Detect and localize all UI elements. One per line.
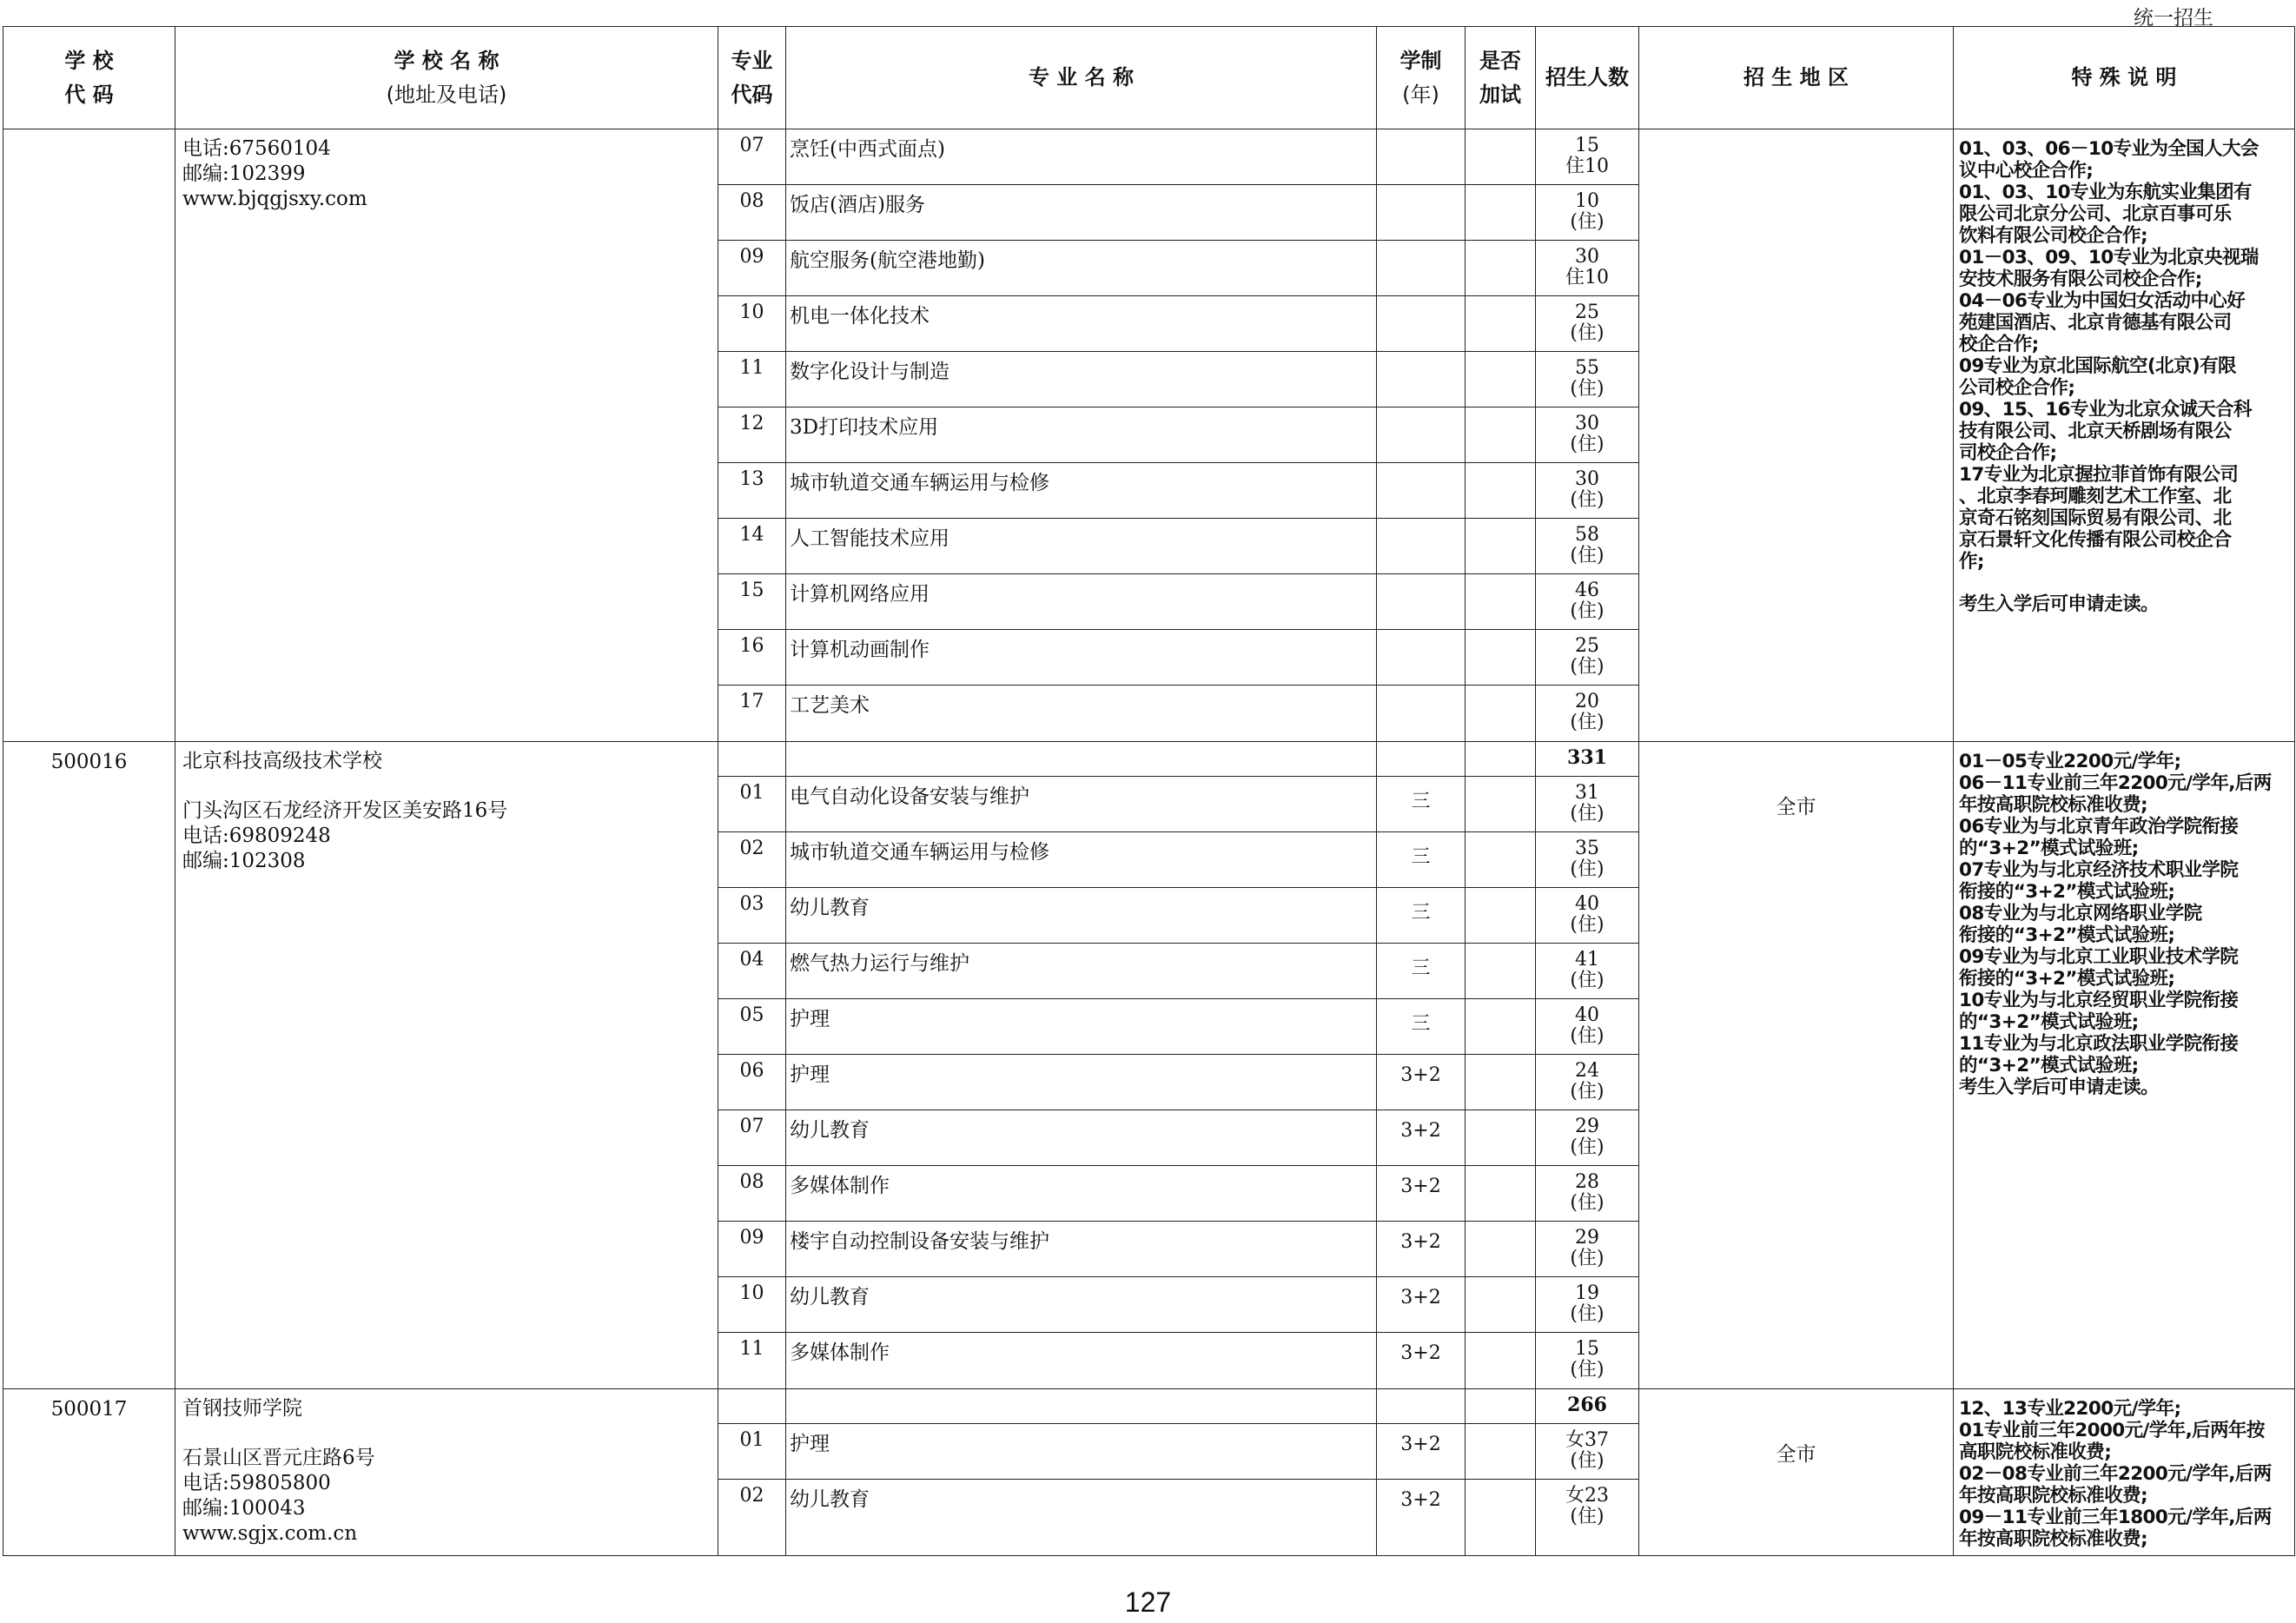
- major-years: 3+2: [1377, 1480, 1466, 1556]
- note-line: 01－03、09、10专业为北京央视瑞: [1959, 247, 2259, 268]
- school-code: 500017: [3, 1389, 175, 1556]
- major-name: 电气自动化设备安装与维护: [786, 777, 1377, 832]
- major-code: 01: [718, 777, 786, 832]
- empty-cell: [786, 1389, 1377, 1424]
- extra-test: [1466, 1480, 1536, 1556]
- admission-region: [1639, 742, 1954, 1389]
- extra-test: [1466, 185, 1536, 241]
- major-years: 三: [1377, 832, 1466, 888]
- header-row: [3, 27, 2295, 129]
- extra-test: [1466, 1110, 1536, 1166]
- major-quota-cell: [1536, 1055, 1639, 1110]
- major-quota-note: (住): [1570, 858, 1605, 880]
- admissions-table: [3, 26, 2295, 1556]
- major-quota-note: (住): [1570, 211, 1605, 233]
- major-quota: 58: [1575, 524, 1599, 546]
- major-years: [1377, 686, 1466, 742]
- major-quota-cell: [1536, 519, 1639, 574]
- major-quota: 女37: [1565, 1429, 1609, 1451]
- major-quota-note: 住10: [1565, 267, 1609, 288]
- major-quota: 15: [1575, 1338, 1599, 1360]
- major-name: 楼宇自动控制设备安装与维护: [786, 1222, 1377, 1277]
- major-quota: 10: [1575, 190, 1599, 212]
- major-name: 航空服务(航空港地勤): [786, 241, 1377, 296]
- note-line: 17专业为北京握拉菲首饰有限公司: [1959, 464, 2239, 486]
- extra-test: [1466, 777, 1536, 832]
- col-school-code: [3, 27, 175, 129]
- note-line: 衔接的“3+2”模式试验班;: [1959, 881, 2175, 903]
- major-name: 人工智能技术应用: [786, 519, 1377, 574]
- note-line: 公司校企合作;: [1959, 377, 2075, 399]
- major-quota-cell: [1536, 1166, 1639, 1222]
- extra-test: [1466, 630, 1536, 686]
- extra-test: [1466, 296, 1536, 352]
- note-line: 安技术服务有限公司校企合作;: [1959, 268, 2202, 290]
- major-quota-cell: [1536, 832, 1639, 888]
- major-quota-note: (住): [1570, 712, 1605, 733]
- note-line: 年按高职院校标准收费;: [1959, 794, 2147, 816]
- school-total: 331: [1536, 742, 1639, 777]
- note-line: 06－11专业前三年2200元/学年,后两: [1959, 772, 2272, 794]
- extra-test: [1466, 944, 1536, 999]
- note-line: 司校企合作;: [1959, 442, 2057, 464]
- major-years: [1377, 463, 1466, 519]
- col-school-code-label: 学 校 代 码: [64, 49, 114, 107]
- empty-cell: [786, 742, 1377, 777]
- major-quota-cell: [1536, 352, 1639, 407]
- note-line: 饮料有限公司校企合作;: [1959, 225, 2147, 247]
- note-line: 12、13专业2200元/学年;: [1959, 1398, 2181, 1420]
- major-code: 04: [718, 944, 786, 999]
- school-name-cell: [175, 1389, 718, 1556]
- major-years: 3+2: [1377, 1166, 1466, 1222]
- note-line: 年按高职院校标准收费;: [1959, 1528, 2147, 1550]
- school-info-line: 电话:67560104: [182, 137, 331, 160]
- major-quota-cell: [1536, 944, 1639, 999]
- major-quota: 30: [1575, 468, 1599, 490]
- col-quota-label: 招生人数: [1545, 65, 1629, 90]
- major-quota-cell: [1536, 185, 1639, 241]
- extra-test: [1466, 1055, 1536, 1110]
- note-line: 京奇石铭刻国际贸易有限公司、北: [1959, 507, 2232, 529]
- major-name: 护理: [786, 1424, 1377, 1480]
- major-quota: 40: [1575, 893, 1599, 915]
- major-quota-cell: [1536, 241, 1639, 296]
- note-line: 苑建国酒店、北京肯德基有限公司: [1959, 312, 2232, 334]
- major-quota-note: (住): [1570, 1192, 1605, 1214]
- empty-cell: [718, 742, 786, 777]
- note-line: 衔接的“3+2”模式试验班;: [1959, 968, 2175, 990]
- major-quota-note: (住): [1570, 1081, 1605, 1103]
- major-quota: 29: [1575, 1116, 1599, 1137]
- school-info-line: [182, 774, 718, 798]
- major-name: 计算机动画制作: [786, 630, 1377, 686]
- major-quota-note: (住): [1570, 803, 1605, 825]
- col-major-name: [786, 27, 1377, 129]
- note-line: 作;: [1959, 551, 1984, 573]
- major-code: 07: [718, 1110, 786, 1166]
- major-quota: 19: [1575, 1282, 1599, 1304]
- extra-test: [1466, 463, 1536, 519]
- col-years-label: 学制: [1399, 49, 1442, 74]
- major-name: 幼儿教育: [786, 1480, 1377, 1556]
- note-line: 02－08专业前三年2200元/学年,后两: [1959, 1463, 2272, 1485]
- school-info-line: 邮编:102399: [182, 162, 306, 185]
- note-line: [1959, 573, 2289, 593]
- school-name-cell: [175, 129, 718, 742]
- major-quota-cell: [1536, 1424, 1639, 1480]
- major-quota-note: (住): [1570, 914, 1605, 936]
- major-quota: 46: [1575, 580, 1599, 601]
- empty-cell: [718, 1389, 786, 1424]
- major-name: 计算机网络应用: [786, 574, 1377, 630]
- major-code: 07: [718, 129, 786, 185]
- major-code: 14: [718, 519, 786, 574]
- major-quota-note: (住): [1570, 545, 1605, 566]
- major-code: 08: [718, 1166, 786, 1222]
- school-total: 266: [1536, 1389, 1639, 1424]
- note-line: 、北京李春珂雕刻艺术工作室、北: [1959, 486, 2232, 507]
- school-code: [3, 129, 175, 742]
- school-name-cell: [175, 742, 718, 1389]
- major-quota-note: (住): [1570, 1450, 1605, 1472]
- major-quota: 35: [1575, 838, 1599, 859]
- major-years: 三: [1377, 777, 1466, 832]
- col-years: [1377, 27, 1466, 129]
- major-quota: 30: [1575, 413, 1599, 434]
- major-name: 数字化设计与制造: [786, 352, 1377, 407]
- note-line: 01专业前三年2000元/学年,后两年按: [1959, 1420, 2265, 1441]
- major-years: [1377, 519, 1466, 574]
- extra-test: [1466, 519, 1536, 574]
- extra-test: [1466, 352, 1536, 407]
- col-quota: [1536, 27, 1639, 129]
- major-quota-cell: [1536, 296, 1639, 352]
- extra-test: [1466, 1333, 1536, 1389]
- extra-test: [1466, 686, 1536, 742]
- major-quota-cell: [1536, 1277, 1639, 1333]
- note-line: 01－05专业2200元/学年;: [1959, 751, 2181, 772]
- empty-cell: [1466, 1389, 1536, 1424]
- major-quota: 31: [1575, 782, 1599, 804]
- major-years: [1377, 574, 1466, 630]
- note-line: 高职院校标准收费;: [1959, 1441, 2112, 1463]
- note-line: 议中心校企合作;: [1959, 160, 2094, 182]
- major-quota: 25: [1575, 301, 1599, 323]
- major-quota-note: (住): [1570, 1506, 1605, 1527]
- major-quota-note: (住): [1570, 1303, 1605, 1325]
- major-years: [1377, 630, 1466, 686]
- major-quota-cell: [1536, 888, 1639, 944]
- school-info-line: 邮编:100043: [182, 1497, 306, 1520]
- major-name: 饭店(酒店)服务: [786, 185, 1377, 241]
- note-line: 09－11专业前三年1800元/学年,后两: [1959, 1507, 2272, 1528]
- major-code: 08: [718, 185, 786, 241]
- major-quota-note: (住): [1570, 1136, 1605, 1158]
- major-code: 10: [718, 1277, 786, 1333]
- special-notes: [1954, 1389, 2295, 1556]
- major-quota-note: (住): [1570, 970, 1605, 991]
- major-name: 3D打印技术应用: [786, 407, 1377, 463]
- major-quota-note: (住): [1570, 600, 1605, 622]
- major-quota-cell: [1536, 574, 1639, 630]
- major-name: 护理: [786, 1055, 1377, 1110]
- major-years: [1377, 352, 1466, 407]
- major-years: 三: [1377, 999, 1466, 1055]
- school-info-line: 电话:59805800: [182, 1472, 331, 1494]
- school-info-line: 石景山区晋元庄路6号: [182, 1447, 375, 1469]
- major-years: [1377, 129, 1466, 185]
- page-number: 127: [1124, 1587, 1172, 1618]
- major-code: 12: [718, 407, 786, 463]
- extra-test: [1466, 241, 1536, 296]
- major-code: 05: [718, 999, 786, 1055]
- major-quota-cell: [1536, 1480, 1639, 1556]
- note-line: 衔接的“3+2”模式试验班;: [1959, 924, 2175, 946]
- note-line: 04－06专业为中国妇女活动中心好: [1959, 290, 2246, 312]
- col-major-name-label: 专 业 名 称: [1028, 65, 1135, 90]
- major-years: 三: [1377, 888, 1466, 944]
- col-major-code: [718, 27, 786, 129]
- school-info-line: www.bjqgjsxy.com: [182, 188, 367, 210]
- major-quota-note: (住): [1570, 489, 1605, 511]
- major-name: 机电一体化技术: [786, 296, 1377, 352]
- col-years-sub: (年): [1402, 82, 1439, 107]
- empty-cell: [1377, 1389, 1466, 1424]
- admission-region: [1639, 1389, 1954, 1556]
- note-line: 技有限公司、北京天桥剧场有限公: [1959, 421, 2232, 442]
- extra-test: [1466, 407, 1536, 463]
- note-line: 校企合作;: [1959, 334, 2039, 355]
- school-info-line: www.sgjx.com.cn: [182, 1522, 358, 1545]
- note-line: 的“3+2”模式试验班;: [1959, 1055, 2139, 1076]
- major-quota-cell: [1536, 463, 1639, 519]
- major-name: 幼儿教育: [786, 888, 1377, 944]
- major-years: 3+2: [1377, 1333, 1466, 1389]
- major-code: 01: [718, 1424, 786, 1480]
- major-quota-note: (住): [1570, 1248, 1605, 1269]
- col-notes: [1954, 27, 2295, 129]
- major-quota-cell: [1536, 1222, 1639, 1277]
- extra-test: [1466, 1424, 1536, 1480]
- school-total-row: [3, 1389, 2295, 1424]
- major-quota-cell: [1536, 777, 1639, 832]
- note-line: 08专业为与北京网络职业学院: [1959, 903, 2202, 924]
- table-body: [3, 129, 2295, 1556]
- major-quota: 24: [1575, 1060, 1599, 1082]
- major-quota-cell: [1536, 129, 1639, 185]
- major-years: 3+2: [1377, 1222, 1466, 1277]
- admission-region-text: 全市: [1776, 1443, 1816, 1466]
- extra-test: [1466, 129, 1536, 185]
- school-info-line: [182, 1421, 718, 1446]
- empty-cell: [1377, 742, 1466, 777]
- note-line: 09、15、16专业为北京众诚天合科: [1959, 399, 2252, 421]
- major-quota: 29: [1575, 1227, 1599, 1249]
- major-quota-cell: [1536, 686, 1639, 742]
- major-name: 多媒体制作: [786, 1166, 1377, 1222]
- major-quota-note: 住10: [1565, 156, 1609, 177]
- col-extra-test: [1466, 27, 1536, 129]
- major-code: 02: [718, 832, 786, 888]
- major-quota: 20: [1575, 691, 1599, 712]
- school-info-line: 邮编:102308: [182, 850, 306, 872]
- major-quota-note: (住): [1570, 1359, 1605, 1381]
- major-quota: 41: [1575, 949, 1599, 970]
- major-years: [1377, 296, 1466, 352]
- major-code: 15: [718, 574, 786, 630]
- major-code: 09: [718, 241, 786, 296]
- major-row: [3, 129, 2295, 185]
- col-extra-test-label: 是否 加试: [1479, 49, 1521, 107]
- major-code: 03: [718, 888, 786, 944]
- note-line: 10专业为与北京经贸职业学院衔接: [1959, 990, 2239, 1011]
- note-line: 限公司北京分公司、北京百事可乐: [1959, 203, 2232, 225]
- empty-cell: [1466, 742, 1536, 777]
- major-quota-cell: [1536, 999, 1639, 1055]
- major-quota: 40: [1575, 1004, 1599, 1026]
- note-line: 06专业为与北京青年政治学院衔接: [1959, 816, 2239, 838]
- school-code: 500016: [3, 742, 175, 1389]
- extra-test: [1466, 1222, 1536, 1277]
- major-quota-note: (住): [1570, 1025, 1605, 1047]
- major-years: 3+2: [1377, 1110, 1466, 1166]
- major-name: 城市轨道交通车辆运用与检修: [786, 463, 1377, 519]
- major-quota-cell: [1536, 1333, 1639, 1389]
- major-quota: 55: [1575, 357, 1599, 379]
- major-years: [1377, 407, 1466, 463]
- major-years: [1377, 241, 1466, 296]
- note-line: 的“3+2”模式试验班;: [1959, 838, 2139, 859]
- col-school-name: [175, 27, 718, 129]
- school-info-line: 电话:69809248: [182, 825, 331, 847]
- major-code: 11: [718, 1333, 786, 1389]
- special-notes: [1954, 742, 2295, 1389]
- note-line: 09专业为与北京工业职业技术学院: [1959, 946, 2239, 968]
- extra-test: [1466, 1166, 1536, 1222]
- major-name: 烹饪(中西式面点): [786, 129, 1377, 185]
- note-line: 京石景轩文化传播有限公司校企合: [1959, 529, 2232, 551]
- major-code: 13: [718, 463, 786, 519]
- major-quota-cell: [1536, 407, 1639, 463]
- major-code: 11: [718, 352, 786, 407]
- major-code: 09: [718, 1222, 786, 1277]
- major-name: 护理: [786, 999, 1377, 1055]
- note-line: 01、03、06－10专业为全国人大会: [1959, 138, 2259, 160]
- school-name: 北京科技高级技术学校: [182, 750, 382, 772]
- major-quota: 25: [1575, 635, 1599, 657]
- extra-test: [1466, 999, 1536, 1055]
- major-name: 幼儿教育: [786, 1110, 1377, 1166]
- major-name: 多媒体制作: [786, 1333, 1377, 1389]
- major-years: 3+2: [1377, 1277, 1466, 1333]
- school-info-line: 门头沟区石龙经济开发区美安路16号: [182, 799, 508, 822]
- major-code: 16: [718, 630, 786, 686]
- major-quota-note: (住): [1570, 656, 1605, 678]
- admission-region: [1639, 129, 1954, 742]
- col-school-name-sub: (地址及电话): [386, 82, 507, 107]
- major-years: 3+2: [1377, 1055, 1466, 1110]
- school-name: 首钢技师学院: [182, 1397, 302, 1420]
- major-quota: 30: [1575, 246, 1599, 268]
- col-notes-label: 特 殊 说 明: [2071, 65, 2177, 90]
- note-line: 11专业为与北京政法职业学院衔接: [1959, 1033, 2239, 1055]
- major-code: 17: [718, 686, 786, 742]
- major-name: 工艺美术: [786, 686, 1377, 742]
- note-line: 07专业为与北京经济技术职业学院: [1959, 859, 2239, 881]
- note-line: 的“3+2”模式试验班;: [1959, 1011, 2139, 1033]
- note-line: 01、03、10专业为东航实业集团有: [1959, 182, 2252, 203]
- major-name: 幼儿教育: [786, 1277, 1377, 1333]
- major-code: 10: [718, 296, 786, 352]
- major-quota-cell: [1536, 1110, 1639, 1166]
- major-quota-note: (住): [1570, 434, 1605, 455]
- school-total-row: [3, 742, 2295, 777]
- note-line: 09专业为京北国际航空(北京)有限: [1959, 355, 2236, 377]
- extra-test: [1466, 574, 1536, 630]
- major-quota-note: (住): [1570, 378, 1605, 400]
- major-years: [1377, 185, 1466, 241]
- major-years: 三: [1377, 944, 1466, 999]
- col-major-code-label: 专业 代码: [731, 49, 773, 107]
- major-quota-cell: [1536, 630, 1639, 686]
- special-notes: [1954, 129, 2295, 742]
- major-years: 3+2: [1377, 1424, 1466, 1480]
- col-school-name-label: 学 校 名 称: [394, 49, 500, 74]
- col-region: [1639, 27, 1954, 129]
- note-line: 考生入学后可申请走读。: [1959, 1076, 2159, 1098]
- extra-test: [1466, 1277, 1536, 1333]
- extra-test: [1466, 832, 1536, 888]
- major-quota: 28: [1575, 1171, 1599, 1193]
- major-quota: 15: [1575, 135, 1599, 156]
- major-quota-note: (住): [1570, 322, 1605, 344]
- extra-test: [1466, 888, 1536, 944]
- header-tag: 统一招生: [2134, 7, 2213, 30]
- major-quota: 女23: [1565, 1485, 1609, 1507]
- admission-region-text: 全市: [1776, 796, 1816, 818]
- major-name: 城市轨道交通车辆运用与检修: [786, 832, 1377, 888]
- major-name: 燃气热力运行与维护: [786, 944, 1377, 999]
- major-code: 06: [718, 1055, 786, 1110]
- major-code: 02: [718, 1480, 786, 1556]
- note-line: 年按高职院校标准收费;: [1959, 1485, 2147, 1507]
- note-line: 考生入学后可申请走读。: [1959, 593, 2159, 615]
- col-region-label: 招 生 地 区: [1743, 65, 1849, 90]
